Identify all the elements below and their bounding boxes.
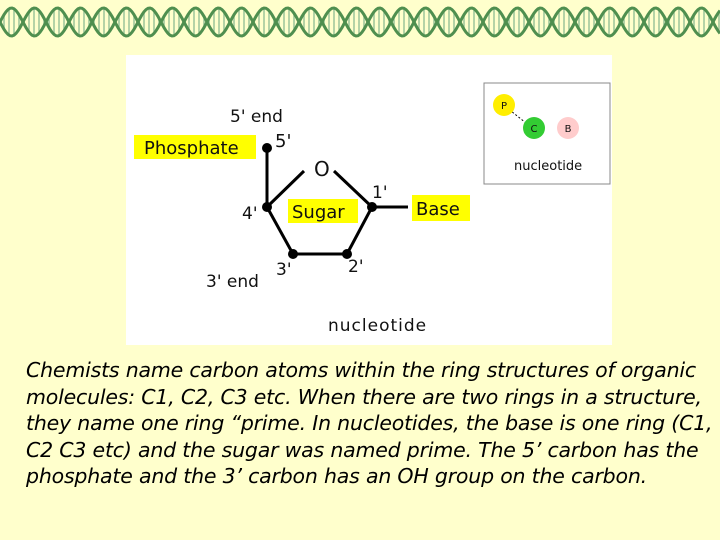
- ring-oxygen-label: O: [314, 157, 330, 181]
- inset-caption: nucleotide: [514, 159, 583, 174]
- inset-b-label: B: [564, 124, 572, 135]
- sugar-label: Sugar: [292, 202, 345, 223]
- carbon-1-dot: [367, 202, 377, 212]
- base-label: Base: [416, 199, 460, 220]
- two-prime-label: 2': [348, 257, 364, 277]
- five-prime-label: 5': [275, 131, 292, 152]
- explanation-text: Chemists name carbon atoms within the ring structures of organic molecules: C1, C2, C3 etc. When there are two rings in a structure, they name one ring “prime. In nucleotides, the base is one ring (C1, C2 C3 etc) and the sugar was named prime. The 5’ carbon has the phosphate and the 3’ carbon has an OH group on the carbon.: [26, 358, 713, 488]
- nucleotide-diagram-svg: [126, 55, 612, 345]
- inset-c-label: C: [530, 124, 538, 135]
- five-prime-end-label: 5' end: [230, 107, 283, 127]
- dna-helix: [0, 8, 720, 36]
- diagram-caption: nucleotide: [328, 316, 428, 336]
- three-prime-label: 3': [276, 260, 292, 280]
- three-prime-end-label: 3' end: [206, 272, 259, 292]
- one-prime-label: 1': [372, 183, 388, 203]
- inset-p-label: P: [500, 101, 508, 112]
- nucleotide-inset: [484, 83, 610, 184]
- phosphate-label: Phosphate: [144, 138, 239, 159]
- four-prime-label: 4': [242, 204, 258, 224]
- carbon-4-dot: [262, 202, 272, 212]
- phosphate-dot: [262, 143, 272, 153]
- nucleotide-diagram: [126, 55, 612, 345]
- carbon-3-dot: [288, 249, 298, 259]
- dna-helix-banner: [0, 0, 720, 44]
